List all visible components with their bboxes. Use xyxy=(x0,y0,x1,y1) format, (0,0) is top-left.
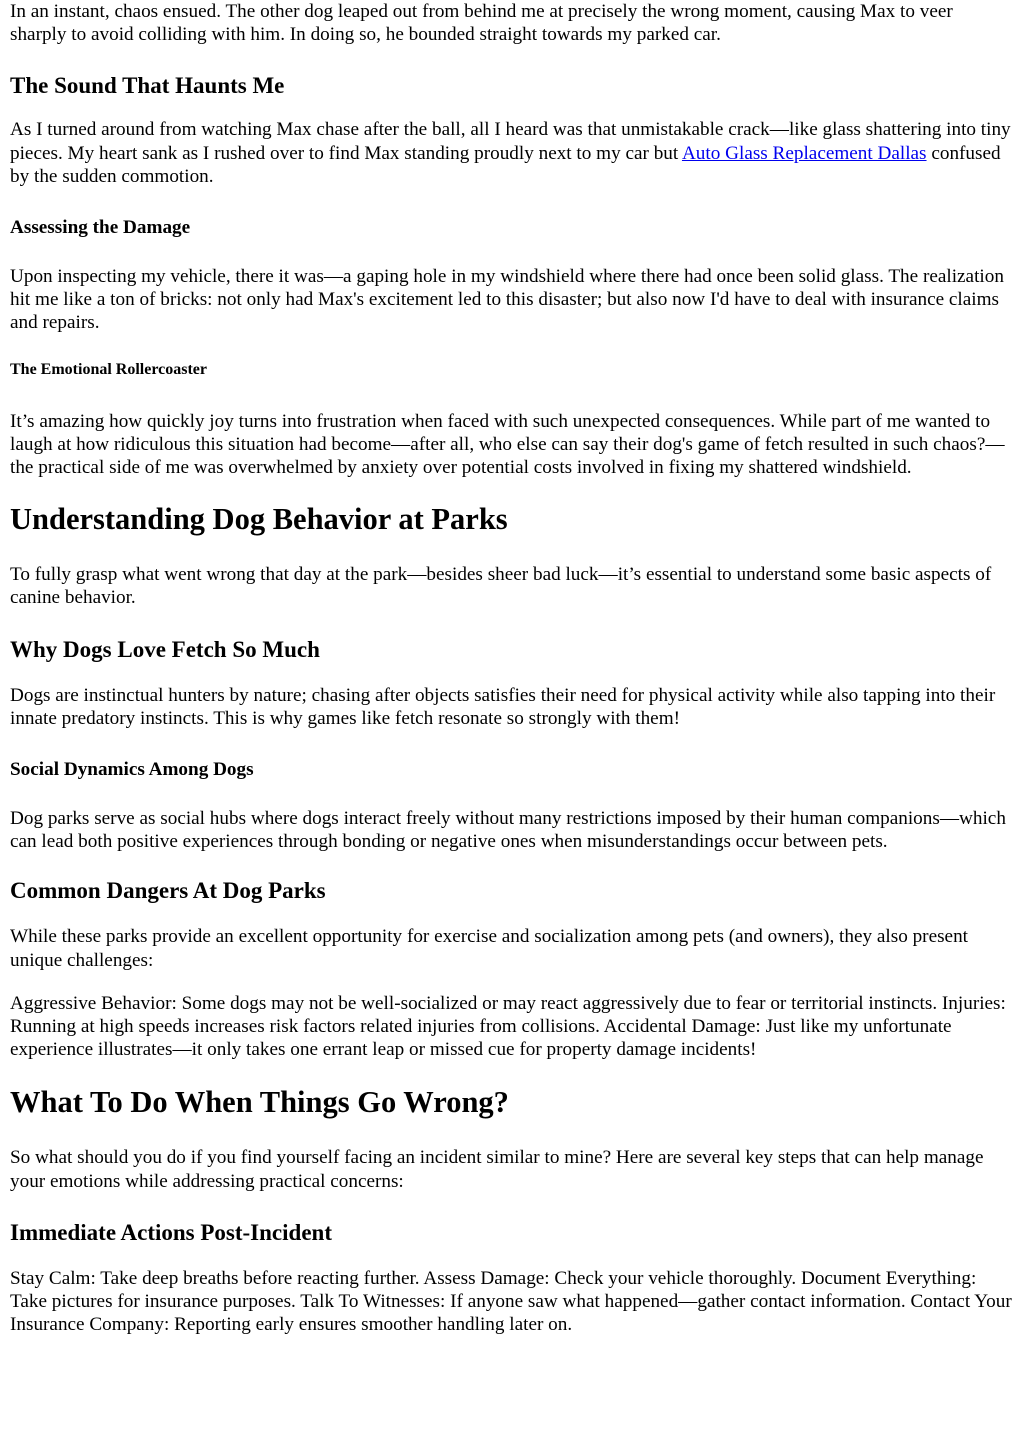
immediate-heading: Immediate Actions Post-Incident xyxy=(10,1219,332,1245)
emotional-heading: The Emotional Rollercoaster xyxy=(10,360,208,378)
wrong-heading: What To Do When Things Go Wrong? xyxy=(10,1085,509,1120)
understanding-heading: Understanding Dog Behavior at Parks xyxy=(10,502,508,537)
assess-heading: Assessing the Damage xyxy=(10,217,191,239)
social-heading: Social Dynamics Among Dogs xyxy=(10,759,254,781)
wrong-paragraph: So what should you do if you find yourself facing an incident similar to mine? Here are several key steps that can help manage your emotions while addressing practical concerns: xyxy=(10,1147,984,1192)
immediate-paragraph: Stay Calm: Take deep breaths before reacting further. Assess Damage: Check your vehicle thoroughly. Document Everything: Take pictures for insurance purposes. Talk To Witnesses: If anyone saw what happened—gather contact information. Contact Your Insurance Company: Reporting early ensures smoother handling later on. xyxy=(10,1267,1012,1336)
sound-text-before: As I turned around from watching Max chase after the ball, all I heard was that unmistakable crack—like glass shattering into tiny pieces. My heart sank as I rushed over to find Max standing proudly next to my car but xyxy=(10,119,1011,164)
understanding-paragraph: To fully grasp what went wrong that day at the park—besides sheer bad luck—it’s essential to understand some basic aspects of canine behavior. xyxy=(10,564,992,609)
dangers-paragraph: While these parks provide an excellent opportunity for exercise and socialization among pets (and owners), they also present unique challenges: xyxy=(10,926,968,971)
sound-heading: The Sound That Haunts Me xyxy=(10,73,285,99)
assess-paragraph: Upon inspecting my vehicle, there it was—a gaping hole in my windshield where there had once been solid glass. The realization hit me like a ton of bricks: not only had Max's excitement led to this disaster; but also now I'd have to deal with insurance claims and repairs. xyxy=(10,266,1004,334)
sound-paragraph xyxy=(10,118,1014,188)
fetch-paragraph: Dogs are instinctual hunters by nature; chasing after objects satisfies their need for physical activity while also tapping into their innate predatory instincts. This is why games like fetch resonate so strongly with them! xyxy=(10,684,996,729)
auto-glass-link[interactable]: Auto Glass Replacement Dallas xyxy=(681,142,927,164)
emotional-paragraph: It’s amazing how quickly joy turns into frustration when faced with such unexpected consequences. While part of me wanted to laugh at how ridiculous this situation had become—after all, who else can say their dog's game of fetch resulted in such chaos?—the practical side of me was overwhelmed by anxiety over potential costs involved in fixing my shattered windshield. xyxy=(10,410,1005,479)
dangers-heading: Common Dangers At Dog Parks xyxy=(10,878,326,904)
fetch-heading: Why Dogs Love Fetch So Much xyxy=(10,636,320,662)
dangers-list-paragraph: Aggressive Behavior: Some dogs may not be well-socialized or may react aggressively due to fear or territorial instincts. Injuries: Running at high speeds increases risk factors related injuries from collisions. Accidental Damage: Just like my unfortunate experience illustrates—it only takes one errant leap or missed cue for property damage incidents! xyxy=(10,992,1006,1061)
sound-text-after: confused by the sudden commotion. xyxy=(10,142,1001,187)
intro-paragraph: In an instant, chaos ensued. The other dog leaped out from behind me at precisely the wrong moment, causing Max to veer sharply to avoid colliding with him. In doing so, he bounded straight towards my parked car. xyxy=(10,1,953,46)
social-paragraph: Dog parks serve as social hubs where dogs interact freely without many restrictions imposed by their human companions—which can lead both positive experiences through bonding or negative ones when misunderstandings occur between pets. xyxy=(10,808,1006,853)
